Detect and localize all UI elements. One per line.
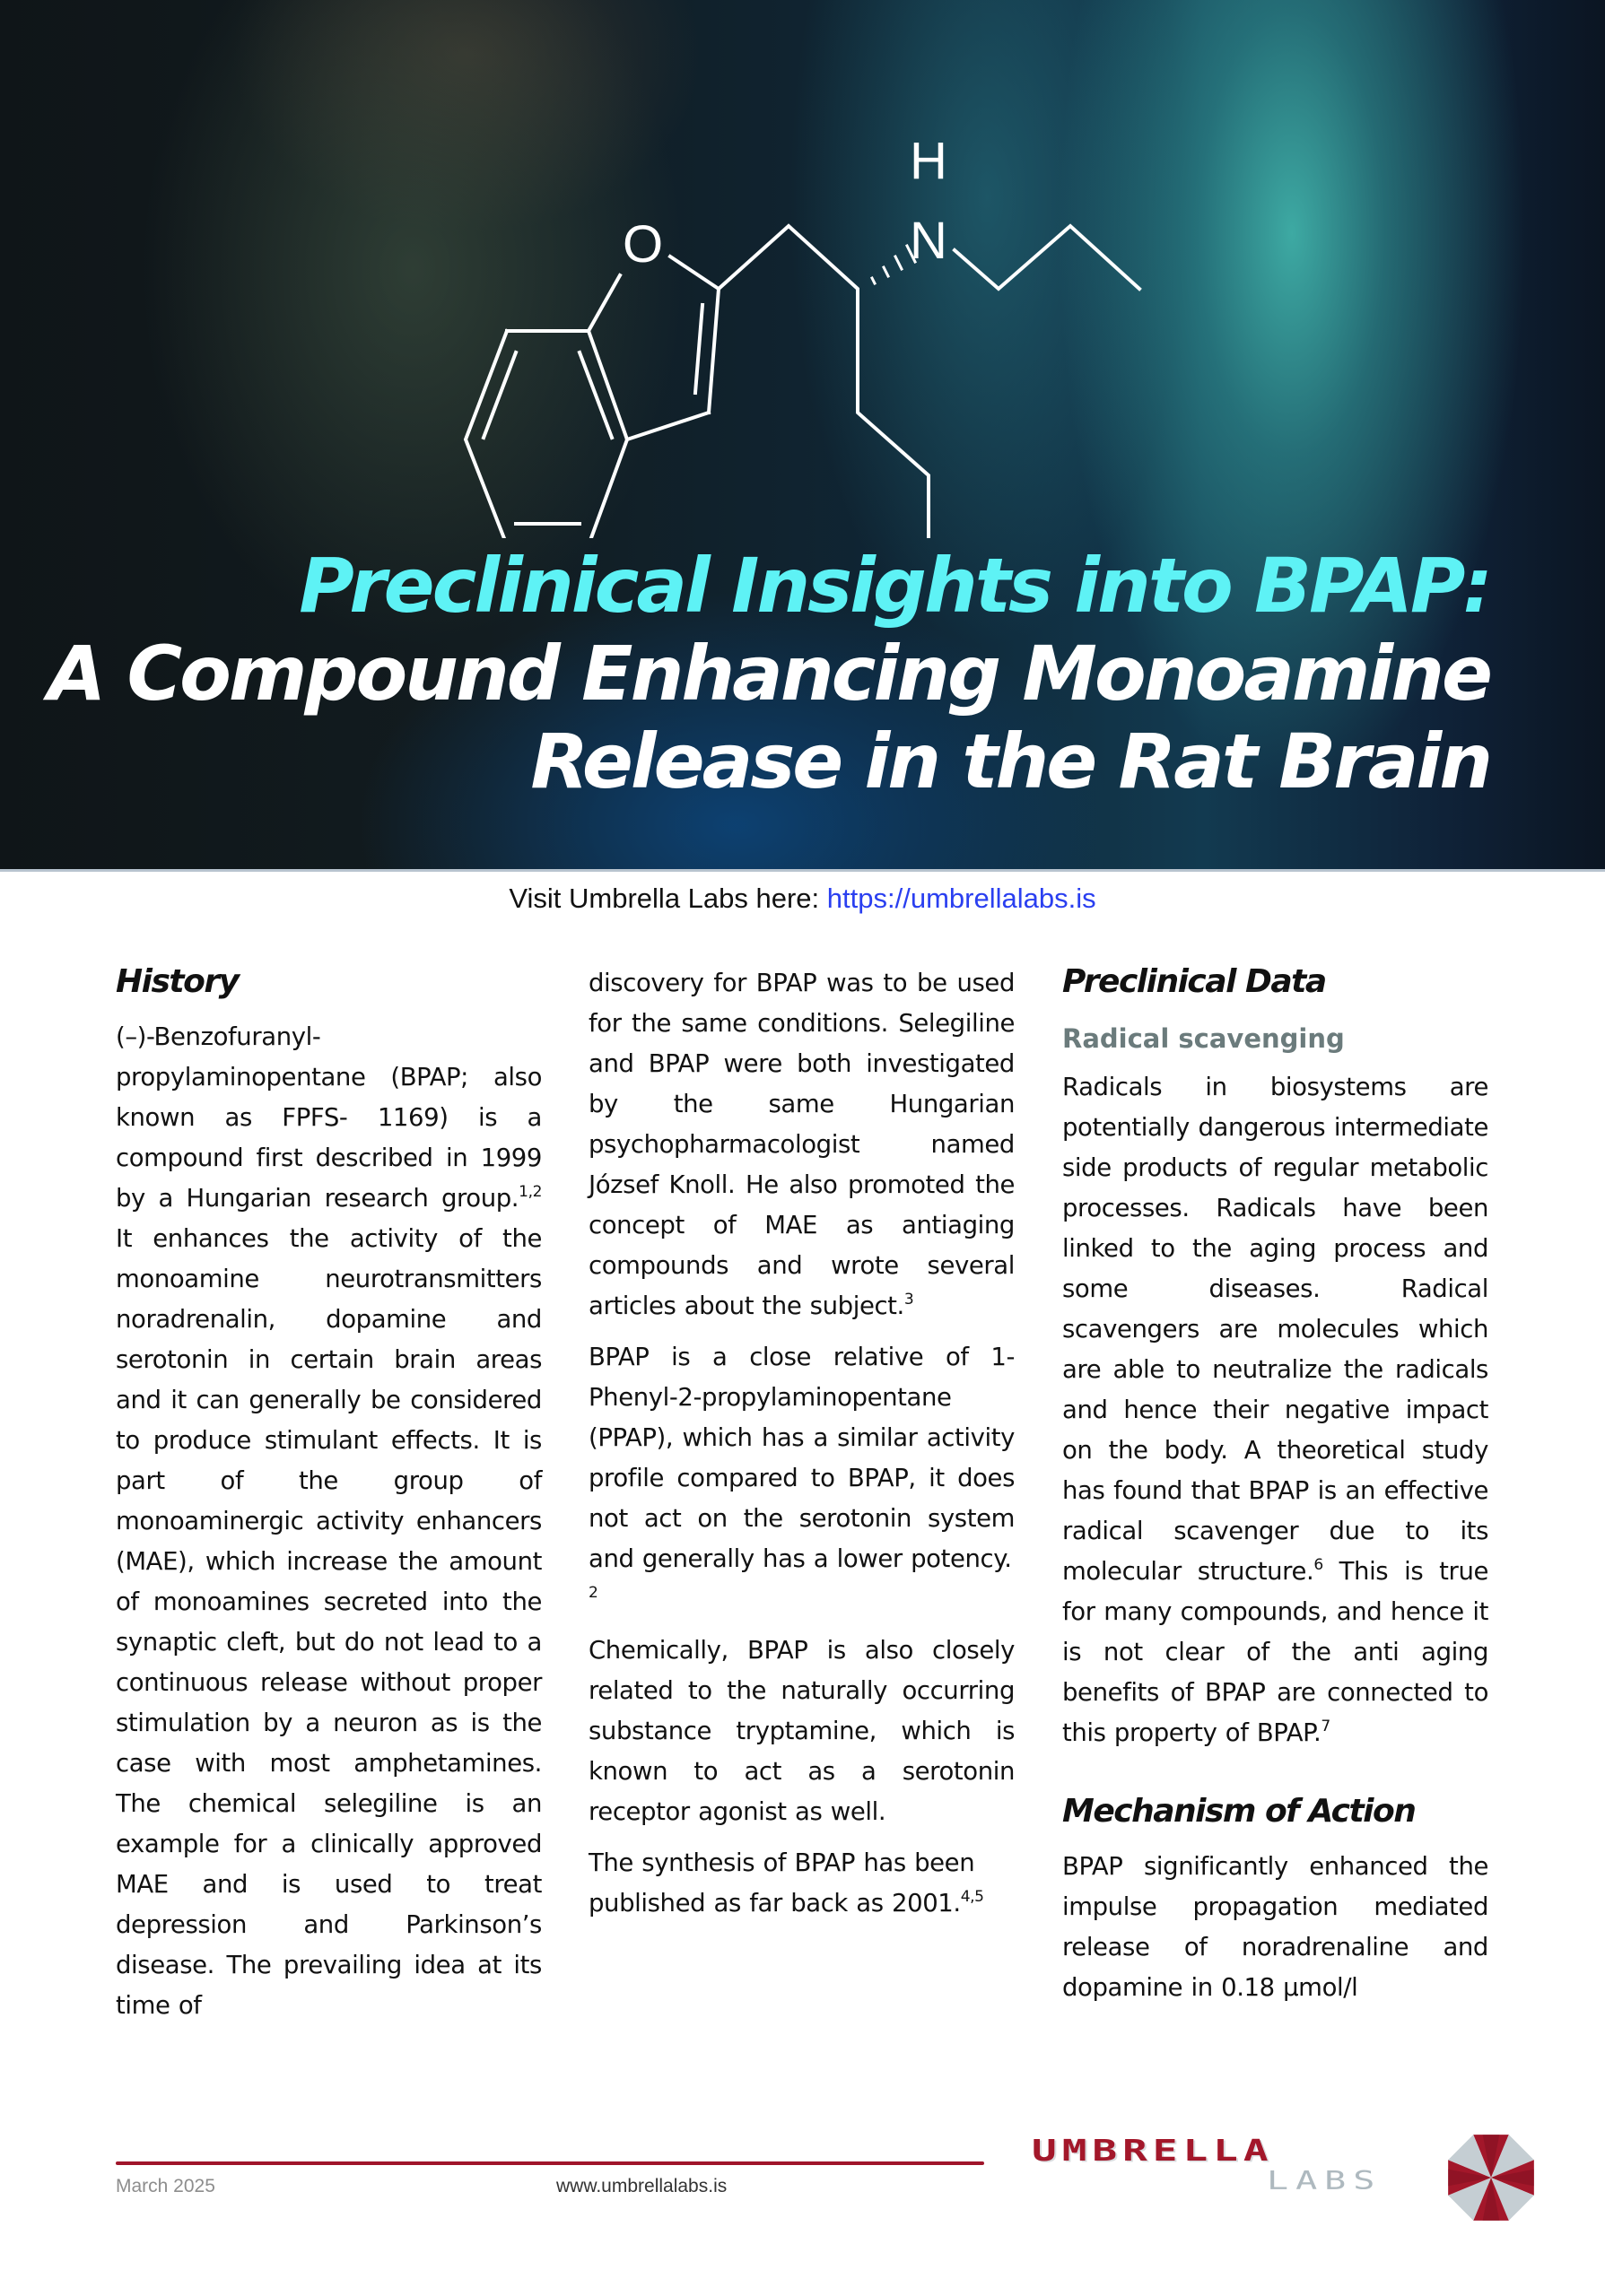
furan-bond xyxy=(709,289,719,413)
synthesis-paragraph xyxy=(589,1843,1015,1924)
furan-bond xyxy=(589,275,620,331)
citation-ref: 1,2 xyxy=(519,1183,542,1201)
mechanism-paragraph xyxy=(1062,1847,1488,2008)
title-line-2: A Compound Enhancing Monoamine xyxy=(48,630,1490,718)
furan-bond xyxy=(627,413,709,439)
logo-wordmark-labs: LABS xyxy=(1267,2167,1383,2196)
radical-text-1: Radicals in biosystems are potentially dangerous intermediate side products of regular metabolic processes. Radicals have been linked to the aging process and some diseases. Radical scavengers are molecules which are able to neutralize the radicals and hence their negative impact on the body. A theoretical study has found that BPAP is an effective radical scavenger due to its molecular structure. xyxy=(1062,1073,1488,1586)
tryptamine-paragraph xyxy=(589,1631,1015,1832)
title-line-1: Preclinical Insights into BPAP: xyxy=(299,542,1490,631)
n-propyl-chain xyxy=(955,226,1139,289)
history-paragraph xyxy=(116,1017,542,2026)
citation-ref: 6 xyxy=(1313,1556,1323,1574)
furan-bond xyxy=(670,257,719,289)
wedge-hash xyxy=(872,278,875,283)
preclinical-column xyxy=(1062,960,1488,2019)
history-column xyxy=(116,960,542,2037)
umbrella-logo-icon xyxy=(1444,2131,1538,2224)
hydrogen-label: H xyxy=(910,132,947,190)
citation-ref: 7 xyxy=(1321,1718,1330,1735)
wedge-hash xyxy=(895,257,902,269)
history-heading: History xyxy=(116,963,239,1000)
visit-banner xyxy=(0,883,1605,915)
history-continued-text: discovery for BPAP was to be used for the same conditions. Selegiline and BPAP were both investigated by the same Hungarian psychopharmacologist named József Knoll. He also promoted the concept of MAE as antiaging compounds and wrote several articles about the subject. xyxy=(589,969,1015,1320)
citation-ref: 3 xyxy=(903,1291,914,1309)
nitrogen-label: N xyxy=(910,212,947,270)
header-banner xyxy=(0,0,1605,872)
radical-text-2: This is true for many compounds, and hence it is not clear of the anti aging benefits of BPAP are connected to this property of BPAP. xyxy=(1062,1557,1488,1747)
history-continued-paragraph xyxy=(589,963,1015,1326)
logo-wordmark-umbrella: UMBRELLA xyxy=(1032,2133,1274,2168)
history-text-1: (–)-Benzofuranyl-propylaminopentane (BPAP; also known as FPFS- 1169) is a compound first described in 1999 by a Hungarian research group. xyxy=(116,1022,542,1213)
benzene-ring xyxy=(466,331,627,538)
citation-ref: 2 xyxy=(589,1584,598,1602)
side-chain xyxy=(719,226,929,538)
wedge-hash xyxy=(884,267,888,276)
footer-divider xyxy=(116,2161,984,2165)
title-line-3: Release in the Rat Brain xyxy=(530,718,1490,806)
synthesis-text: The synthesis of BPAP has been published as far back as 2001. xyxy=(589,1848,975,1918)
benzene-inner-bond xyxy=(580,352,612,438)
citation-ref: 4,5 xyxy=(960,1888,984,1906)
bpap-molecule-structure-icon xyxy=(0,0,1605,538)
footer-date: March 2025 xyxy=(116,2176,215,2196)
oxygen-label: O xyxy=(623,215,664,274)
page-title xyxy=(48,542,1490,805)
visit-label: Visit Umbrella Labs here: xyxy=(509,883,827,914)
mechanism-text: BPAP significantly enhanced the impulse propagation mediated release of noradrenaline and dopamine in 0.18 µmol/l xyxy=(1062,1852,1488,2002)
furan-inner-bond xyxy=(695,305,702,393)
visit-link[interactable]: https://umbrellalabs.is xyxy=(826,883,1096,914)
history-text-2: It enhances the activity of the monoamine neurotransmitters noradrenalin, dopamine and serotonin in certain brain areas and it can generally be considered to produce stimulant effects. It is part of the group of monoaminergic activity enhancers (MAE), which increase the amount of monoamines secreted into the synaptic cleft, but do not lead to a continuous release without proper stimulation by a neuron as is the case with most amphetamines. The chemical selegiline is an example for a clinically approved MAE and is used to treat depression and Parkinson’s disease. The prevailing idea at its time of xyxy=(116,1224,542,2020)
footer-website-link[interactable]: www.umbrellalabs.is xyxy=(556,2176,728,2196)
ppap-paragraph xyxy=(589,1337,1015,1620)
radical-scavenging-paragraph xyxy=(1062,1067,1488,1753)
tryptamine-text: Chemically, BPAP is also closely related to the naturally occurring substance tryptamine, which is known to act as a serotonin receptor agonist as well. xyxy=(589,1636,1015,1826)
mechanism-heading: Mechanism of Action xyxy=(1062,1793,1416,1830)
history-continued-column xyxy=(589,963,1015,1935)
ppap-text: BPAP is a close relative of 1-Phenyl-2-propylaminopentane (PPAP), which has a similar activity profile compared to BPAP, it does not act on the serotonin system and generally has a lower potency. xyxy=(589,1343,1015,1573)
radical-scavenging-subheading: Radical scavenging xyxy=(1062,1023,1345,1054)
benzene-inner-bond xyxy=(484,352,516,438)
preclinical-heading: Preclinical Data xyxy=(1062,963,1326,1000)
